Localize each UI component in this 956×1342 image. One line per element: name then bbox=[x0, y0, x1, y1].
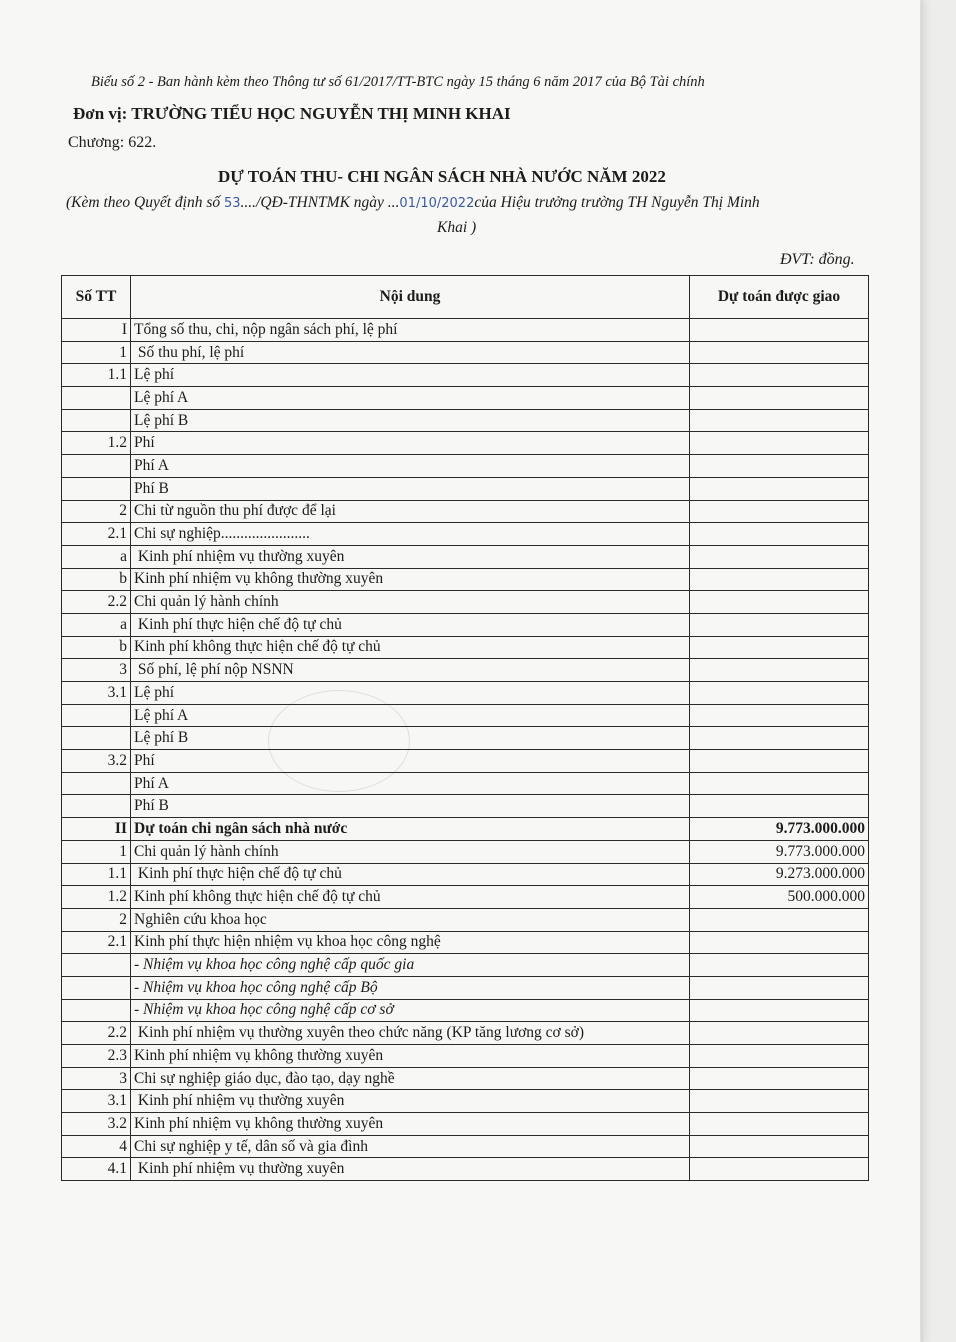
row-number: 2.1 bbox=[62, 523, 131, 546]
table-row bbox=[62, 840, 869, 863]
row-content: Lệ phí B bbox=[131, 727, 690, 750]
table-body bbox=[62, 319, 869, 1181]
row-amount bbox=[690, 682, 869, 705]
unit-line bbox=[73, 104, 511, 124]
row-amount bbox=[690, 931, 869, 954]
row-number bbox=[62, 727, 131, 750]
row-amount: 9.773.000.000 bbox=[690, 840, 869, 863]
table-row bbox=[62, 976, 869, 999]
row-amount bbox=[690, 999, 869, 1022]
row-content: Chi sự nghiệp....................... bbox=[131, 523, 690, 546]
row-amount bbox=[690, 364, 869, 387]
row-content: Lệ phí B bbox=[131, 409, 690, 432]
page-edge bbox=[921, 0, 923, 1342]
row-content: Kinh phí nhiệm vụ thường xuyên bbox=[131, 545, 690, 568]
row-number: 1 bbox=[62, 341, 131, 364]
row-amount bbox=[690, 387, 869, 410]
table-row bbox=[62, 341, 869, 364]
decision-date: 01/10/2022 bbox=[399, 196, 475, 211]
row-number: 1.2 bbox=[62, 886, 131, 909]
table-row bbox=[62, 455, 869, 478]
row-content: Phí A bbox=[131, 455, 690, 478]
row-amount bbox=[690, 341, 869, 364]
decision-suffix: của Hiệu trưởng trường TH Nguyễn Thị Minh bbox=[474, 194, 760, 211]
row-content: Kinh phí không thực hiện chế độ tự chủ bbox=[131, 886, 690, 909]
row-amount bbox=[690, 976, 869, 999]
row-number: 2.2 bbox=[62, 591, 131, 614]
table-row bbox=[62, 613, 869, 636]
row-number: 3 bbox=[62, 1067, 131, 1090]
table-row bbox=[62, 364, 869, 387]
row-content: Chi sự nghiệp y tế, dân số và gia đình bbox=[131, 1135, 690, 1158]
row-content: Kinh phí nhiệm vụ không thường xuyên bbox=[131, 1045, 690, 1068]
row-amount bbox=[690, 523, 869, 546]
row-number: 3.1 bbox=[62, 682, 131, 705]
row-number: II bbox=[62, 818, 131, 841]
row-content: Chi sự nghiệp giáo dục, đào tạo, dạy nghề bbox=[131, 1067, 690, 1090]
row-amount bbox=[690, 477, 869, 500]
row-content: - Nhiệm vụ khoa học công nghệ cấp quốc gia bbox=[131, 954, 690, 977]
table-row bbox=[62, 591, 869, 614]
table-row bbox=[62, 999, 869, 1022]
row-number: a bbox=[62, 613, 131, 636]
row-content: Chi quản lý hành chính bbox=[131, 840, 690, 863]
row-content: Chi quản lý hành chính bbox=[131, 591, 690, 614]
table-row bbox=[62, 954, 869, 977]
row-number: 2.2 bbox=[62, 1022, 131, 1045]
table-row bbox=[62, 886, 869, 909]
row-content: Kinh phí thực hiện chế độ tự chủ bbox=[131, 613, 690, 636]
row-content: Chi từ nguồn thu phí được để lại bbox=[131, 500, 690, 523]
row-amount bbox=[690, 750, 869, 773]
row-amount bbox=[690, 432, 869, 455]
unit-label: Đơn vị: bbox=[73, 104, 128, 123]
row-number: 4 bbox=[62, 1135, 131, 1158]
row-amount bbox=[690, 727, 869, 750]
row-content: Kinh phí nhiệm vụ không thường xuyên bbox=[131, 1113, 690, 1136]
row-number bbox=[62, 772, 131, 795]
table-row bbox=[62, 545, 869, 568]
table-row bbox=[62, 409, 869, 432]
row-number bbox=[62, 409, 131, 432]
row-content: Tổng số thu, chi, nộp ngân sách phí, lệ phí bbox=[131, 319, 690, 342]
table-row bbox=[62, 432, 869, 455]
table-row bbox=[62, 1022, 869, 1045]
row-number: 1.1 bbox=[62, 364, 131, 387]
row-number: 3.1 bbox=[62, 1090, 131, 1113]
table-row bbox=[62, 319, 869, 342]
table-row bbox=[62, 704, 869, 727]
table-row bbox=[62, 863, 869, 886]
chapter-code: Chương: 622. bbox=[68, 134, 157, 151]
row-number: 2.1 bbox=[62, 931, 131, 954]
row-number: 3.2 bbox=[62, 1113, 131, 1136]
row-content: Kinh phí nhiệm vụ không thường xuyên bbox=[131, 568, 690, 591]
row-number: 2.3 bbox=[62, 1045, 131, 1068]
table-row bbox=[62, 727, 869, 750]
table-row bbox=[62, 682, 869, 705]
row-content: Nghiên cứu khoa học bbox=[131, 908, 690, 931]
row-content: Kinh phí thực hiện chế độ tự chủ bbox=[131, 863, 690, 886]
row-amount bbox=[690, 795, 869, 818]
decision-number: 53 bbox=[223, 196, 241, 211]
row-amount bbox=[690, 636, 869, 659]
table-row bbox=[62, 387, 869, 410]
row-content: Số thu phí, lệ phí bbox=[131, 341, 690, 364]
decision-prefix: (Kèm theo Quyết định số bbox=[66, 194, 224, 211]
table-row bbox=[62, 1090, 869, 1113]
decision-reference bbox=[66, 194, 760, 212]
row-content: Kinh phí nhiệm vụ thường xuyên theo chức năng (KP tăng lương cơ sở) bbox=[131, 1022, 690, 1045]
table-row bbox=[62, 908, 869, 931]
table-row bbox=[62, 1067, 869, 1090]
row-amount bbox=[690, 409, 869, 432]
row-amount bbox=[690, 1113, 869, 1136]
row-amount bbox=[690, 568, 869, 591]
row-amount bbox=[690, 545, 869, 568]
decision-mid: ..../QĐ-THNTMK ngày ... bbox=[240, 194, 400, 211]
table-row bbox=[62, 1158, 869, 1181]
row-number: 4.1 bbox=[62, 1158, 131, 1181]
table-row bbox=[62, 795, 869, 818]
row-amount bbox=[690, 704, 869, 727]
table-row bbox=[62, 500, 869, 523]
row-number: b bbox=[62, 568, 131, 591]
row-number bbox=[62, 387, 131, 410]
row-content: Phí bbox=[131, 432, 690, 455]
row-content: Lệ phí A bbox=[131, 704, 690, 727]
row-number bbox=[62, 704, 131, 727]
row-amount bbox=[690, 1090, 869, 1113]
row-content: Dự toán chi ngân sách nhà nước bbox=[131, 818, 690, 841]
header-amount: Dự toán được giao bbox=[690, 276, 869, 319]
row-number: 1.1 bbox=[62, 863, 131, 886]
row-number bbox=[62, 999, 131, 1022]
row-number: 1 bbox=[62, 840, 131, 863]
row-amount bbox=[690, 772, 869, 795]
row-content: Kinh phí nhiệm vụ thường xuyên bbox=[131, 1090, 690, 1113]
table-row bbox=[62, 1135, 869, 1158]
row-amount bbox=[690, 1158, 869, 1181]
row-amount bbox=[690, 1067, 869, 1090]
row-content: Lệ phí A bbox=[131, 387, 690, 410]
table-row bbox=[62, 1045, 869, 1068]
row-content: Phí B bbox=[131, 795, 690, 818]
row-amount bbox=[690, 613, 869, 636]
row-content: - Nhiệm vụ khoa học công nghệ cấp cơ sở bbox=[131, 999, 690, 1022]
row-amount bbox=[690, 908, 869, 931]
row-content: Số phí, lệ phí nộp NSNN bbox=[131, 659, 690, 682]
header-content: Nội dung bbox=[131, 276, 690, 319]
row-amount bbox=[690, 954, 869, 977]
row-number bbox=[62, 954, 131, 977]
row-number: 2 bbox=[62, 500, 131, 523]
table-row bbox=[62, 750, 869, 773]
row-number: 1.2 bbox=[62, 432, 131, 455]
row-amount bbox=[690, 591, 869, 614]
row-amount bbox=[690, 319, 869, 342]
table-row bbox=[62, 477, 869, 500]
row-content: Lệ phí bbox=[131, 682, 690, 705]
row-number: 2 bbox=[62, 908, 131, 931]
currency-unit-note: ĐVT: đồng. bbox=[780, 251, 855, 268]
table-row bbox=[62, 523, 869, 546]
row-amount: 500.000.000 bbox=[690, 886, 869, 909]
row-content: Phí A bbox=[131, 772, 690, 795]
row-amount bbox=[690, 1045, 869, 1068]
table-row bbox=[62, 818, 869, 841]
row-content: Lệ phí bbox=[131, 364, 690, 387]
row-number: I bbox=[62, 319, 131, 342]
budget-table bbox=[61, 275, 869, 1181]
table-row bbox=[62, 659, 869, 682]
row-amount: 9.773.000.000 bbox=[690, 818, 869, 841]
legal-reference-note: Biểu số 2 - Ban hành kèm theo Thông tư số 61/2017/TT-BTC ngày 15 tháng 6 năm 2017 của Bộ Tài chính bbox=[91, 74, 705, 90]
row-number: 3.2 bbox=[62, 750, 131, 773]
row-content: Kinh phí nhiệm vụ thường xuyên bbox=[131, 1158, 690, 1181]
header-no: Số TT bbox=[62, 276, 131, 319]
row-content: Phí bbox=[131, 750, 690, 773]
row-amount bbox=[690, 1022, 869, 1045]
row-number bbox=[62, 455, 131, 478]
unit-name: TRƯỜNG TIỂU HỌC NGUYỄN THỊ MINH KHAI bbox=[131, 104, 511, 123]
row-number bbox=[62, 795, 131, 818]
row-number: 3 bbox=[62, 659, 131, 682]
row-amount bbox=[690, 659, 869, 682]
table-header-row bbox=[62, 276, 869, 319]
table-row bbox=[62, 931, 869, 954]
row-number: b bbox=[62, 636, 131, 659]
row-amount bbox=[690, 455, 869, 478]
document-title: DỰ TOÁN THU- CHI NGÂN SÁCH NHÀ NƯỚC NĂM 2022 bbox=[218, 167, 666, 186]
table-row bbox=[62, 1113, 869, 1136]
table-row bbox=[62, 568, 869, 591]
row-amount bbox=[690, 1135, 869, 1158]
row-number bbox=[62, 477, 131, 500]
decision-reference-line2: Khai ) bbox=[437, 219, 477, 236]
table-row bbox=[62, 636, 869, 659]
row-content: Phí B bbox=[131, 477, 690, 500]
row-number: a bbox=[62, 545, 131, 568]
row-content: Kinh phí thực hiện nhiệm vụ khoa học công nghệ bbox=[131, 931, 690, 954]
row-content: Kinh phí không thực hiện chế độ tự chủ bbox=[131, 636, 690, 659]
row-content: - Nhiệm vụ khoa học công nghệ cấp Bộ bbox=[131, 976, 690, 999]
table-row bbox=[62, 772, 869, 795]
row-number bbox=[62, 976, 131, 999]
row-amount: 9.273.000.000 bbox=[690, 863, 869, 886]
row-amount bbox=[690, 500, 869, 523]
